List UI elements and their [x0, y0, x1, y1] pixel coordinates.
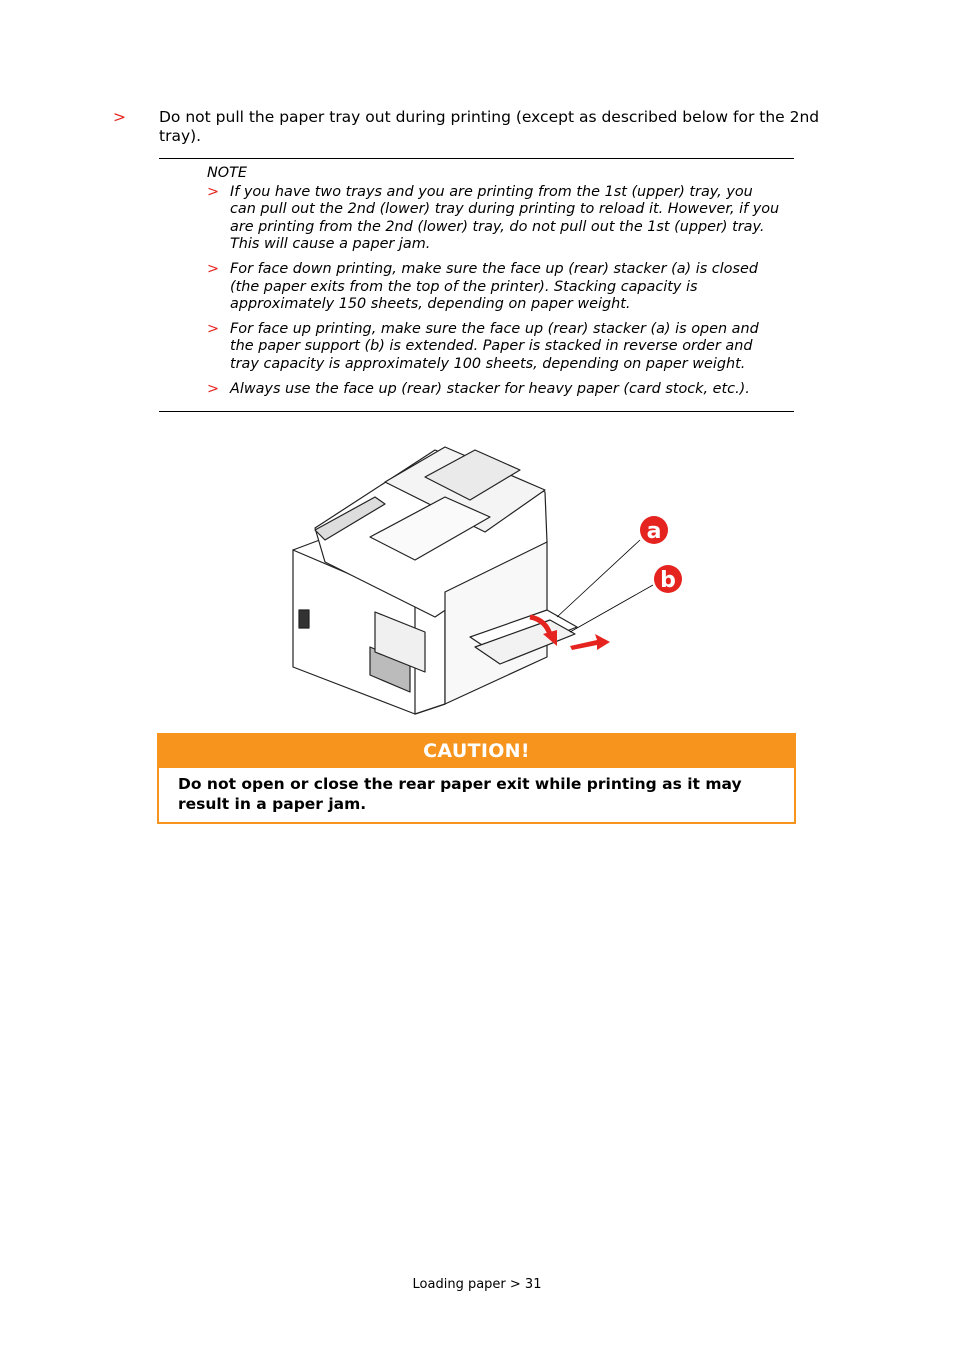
note-item — [207, 184, 782, 254]
note-item-text: Always use the face up (rear) stacker for heavy paper (card stock, etc.). — [230, 380, 750, 397]
bullet-marker: > — [207, 380, 220, 397]
note-box — [207, 165, 782, 405]
bullet-marker: > — [207, 320, 220, 337]
power-switch — [299, 610, 309, 628]
extend-support-arrow — [570, 634, 610, 650]
note-label: NOTE — [207, 165, 247, 181]
note-bottom-rule — [159, 411, 794, 412]
note-item — [207, 261, 782, 314]
caution-text: Do not open or close the rear paper exit while printing as it may result in a paper jam. — [178, 775, 742, 813]
caution-title: CAUTION! — [159, 735, 794, 768]
bullet-marker: > — [207, 260, 220, 277]
note-item-text: If you have two trays and you are printing from the 1st (upper) tray, you can pull out the 2nd (lower) tray during printing to reload it. However, if you are printing from the 2nd (lower) tray, do not pull out the 1st (upper) tray. This will cause a paper jam. — [230, 183, 780, 253]
callout-b-label: b — [660, 568, 676, 593]
callout-a-label: a — [646, 519, 662, 544]
page-footer: Loading paper > 31 — [412, 1277, 542, 1292]
note-item — [207, 381, 782, 399]
note-item — [207, 321, 782, 374]
bullet-marker: > — [207, 183, 220, 200]
note-item-text: For face up printing, make sure the face up (rear) stacker (a) is open and the paper support (b) is extended. Paper is stacked in reverse order and tray capacity is approximately 100 sheets, depending on paper weight. — [230, 320, 759, 372]
note-top-rule — [159, 158, 794, 159]
callout-line-a — [557, 540, 640, 617]
bullet-marker: > — [113, 108, 126, 126]
main-bullet-text: Do not pull the paper tray out during printing (except as described below for the 2nd tray). — [159, 108, 820, 145]
callout-line-b — [570, 585, 653, 632]
printer-rear-stacker-illustration — [285, 442, 685, 717]
note-item-text: For face down printing, make sure the face up (rear) stacker (a) is closed (the paper exits from the top of the printer). Stacking capacity is approximately 150 sheets, depending on paper weight. — [230, 260, 758, 313]
caution-box — [157, 733, 796, 824]
